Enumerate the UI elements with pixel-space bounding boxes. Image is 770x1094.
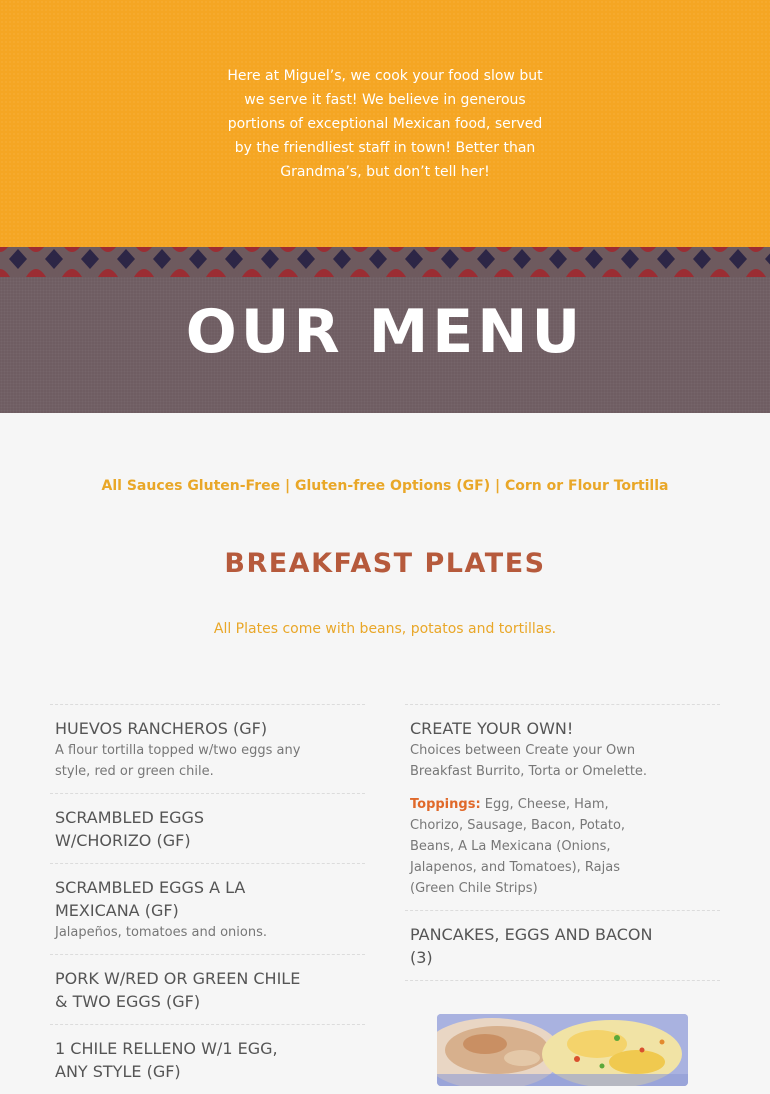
dietary-info-line: All Sauces Gluten-Free | Gluten-free Options (GF) | Corn or Flour Tortilla bbox=[101, 478, 669, 494]
decorative-pattern-strip bbox=[0, 247, 770, 277]
menu-item-description: Jalapeños, tomatoes and onions. bbox=[55, 925, 267, 940]
section-title-strong: BREAKFAST bbox=[224, 548, 414, 579]
menu-item bbox=[405, 704, 720, 910]
section-title bbox=[0, 548, 770, 579]
menu-item bbox=[405, 910, 720, 981]
menu-item bbox=[50, 704, 365, 793]
menu-item-name: SCRAMBLED EGGS W/CHORIZO (GF) bbox=[55, 808, 205, 850]
page-title: OUR MENU bbox=[185, 297, 585, 367]
hero-banner bbox=[0, 0, 770, 247]
menu-column-left bbox=[50, 704, 365, 1094]
menu-item bbox=[50, 793, 365, 863]
menu-item-name: SCRAMBLED EGGS A LA MEXICANA (GF) bbox=[55, 878, 246, 920]
hero-intro-text: Here at Miguel’s, we cook your food slow but we serve it fast! We believe in generous portions of exceptional Mexican food, served by the friendliest staff in town! Better than Grandma’s, but don’t tell her! bbox=[227, 68, 543, 180]
menu-item bbox=[50, 954, 365, 1024]
section-note: All Plates come with beans, potatos and tortillas. bbox=[213, 621, 557, 637]
menu-item-name: PORK W/RED OR GREEN CHILE & TWO EGGS (GF) bbox=[55, 969, 301, 1011]
menu-header-band bbox=[0, 277, 770, 413]
breakfast-plate-photo bbox=[437, 1014, 688, 1086]
menu-column-right bbox=[405, 704, 720, 981]
menu-item-description: Choices between Create your Own Breakfast Burrito, Torta or Omelette. bbox=[410, 743, 648, 779]
section-title-light: PLATES bbox=[424, 548, 546, 579]
menu-item-name: CREATE YOUR OWN! bbox=[410, 719, 574, 738]
menu-item-name: PANCAKES, EGGS AND BACON (3) bbox=[410, 925, 653, 967]
menu-item bbox=[50, 863, 365, 954]
menu-item-description: A flour tortilla topped w/two eggs any style, red or green chile. bbox=[55, 743, 301, 779]
toppings-text: Egg, Cheese, Ham, Chorizo, Sausage, Bacon, Potato, Beans, A La Mexicana (Onions, Jalapenos, and Tomatoes), Rajas (Green Chile Strips) bbox=[410, 797, 626, 896]
toppings-label: Toppings: bbox=[410, 797, 481, 812]
menu-item-name: HUEVOS RANCHEROS (GF) bbox=[55, 719, 268, 738]
menu-item bbox=[50, 1024, 365, 1094]
menu-item-name: 1 CHILE RELLENO W/1 EGG, ANY STYLE (GF) bbox=[55, 1039, 278, 1081]
toppings-list bbox=[410, 794, 650, 899]
